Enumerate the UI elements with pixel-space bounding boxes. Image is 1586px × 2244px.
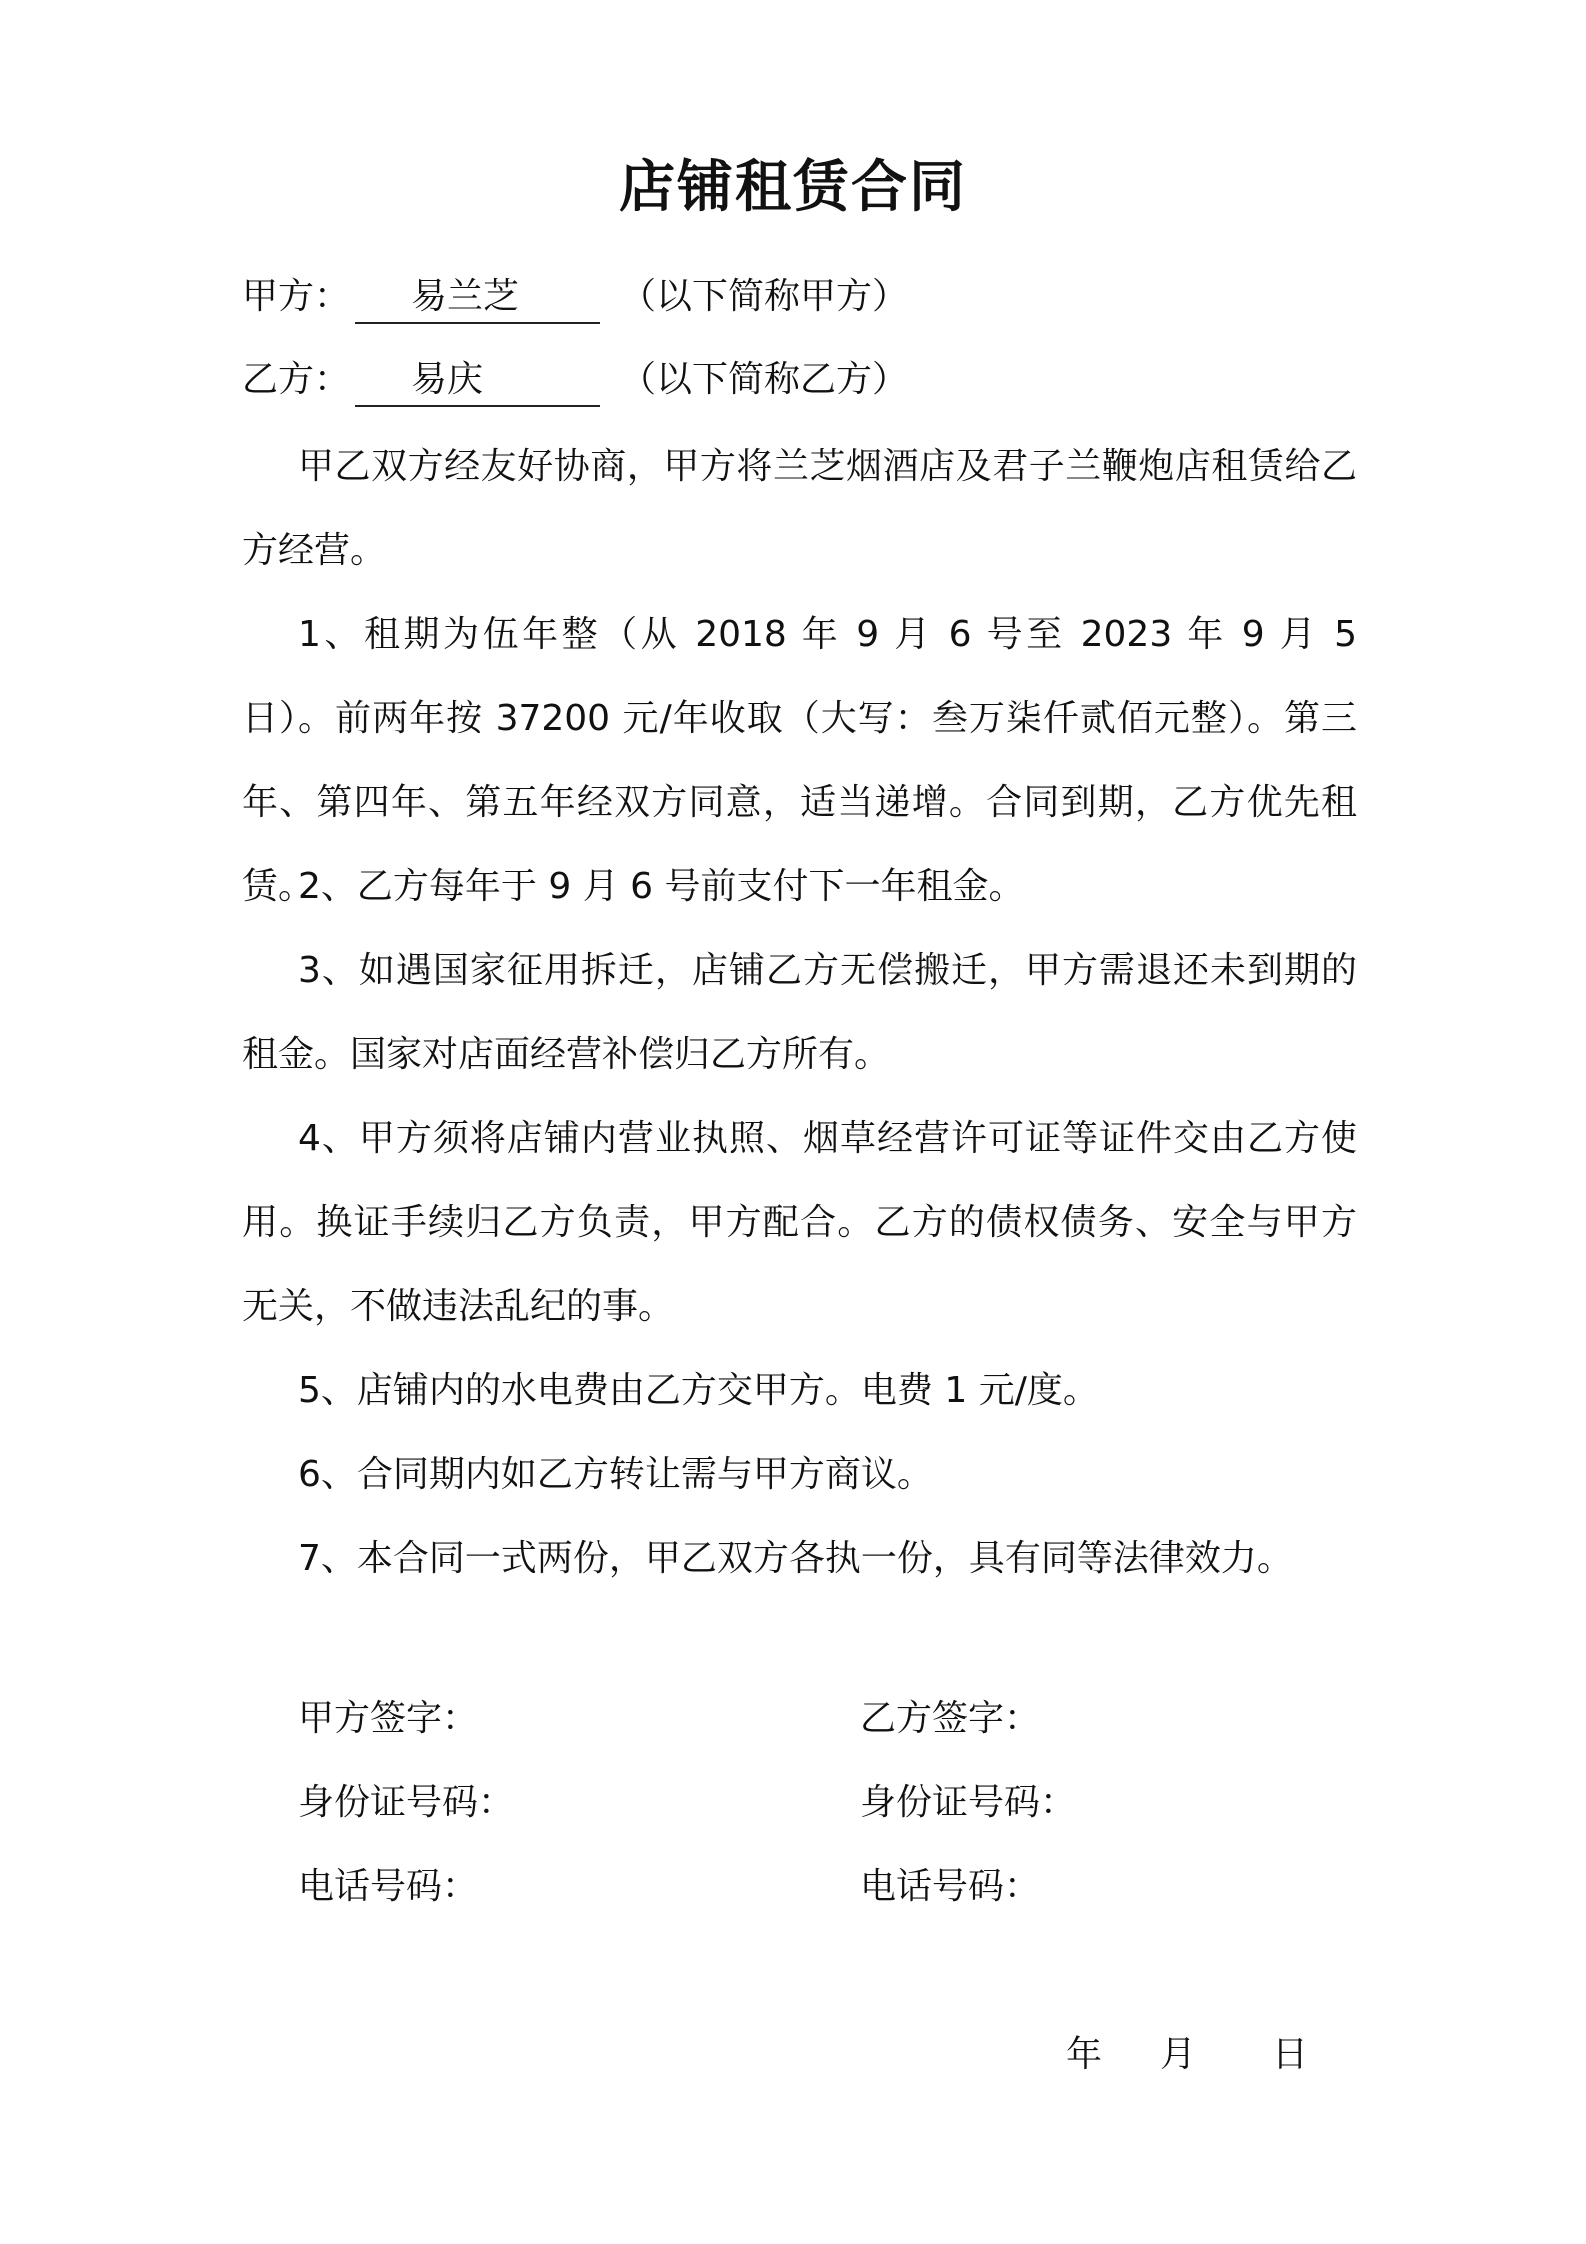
party-a-id-label: 身份证号码： bbox=[298, 1782, 515, 1823]
clause-4: 4、甲方须将店铺内营业执照、烟草经营许可证等证件交由乙方使用。换证手续归乙方负责，甲方配合。乙方的债权债务、安全与甲方无关，不做违法乱纪的事。 bbox=[242, 1118, 1357, 1327]
clause-7: 7、本合同一式两份，甲乙双方各执一份，具有同等法律效力。 bbox=[298, 1538, 1293, 1579]
party-b-phone-label: 电话号码： bbox=[860, 1866, 1041, 1907]
party-a-signature-label: 甲方签字： bbox=[298, 1698, 479, 1739]
party-a-note: （以下简称甲方） bbox=[620, 276, 909, 317]
party-b-label: 乙方： bbox=[242, 359, 351, 400]
party-b-line bbox=[242, 355, 908, 407]
date-year: 年 bbox=[1066, 2034, 1103, 2075]
party-a-line bbox=[242, 272, 908, 324]
party-b-note: （以下简称乙方） bbox=[620, 359, 909, 400]
date-month: 月 bbox=[1160, 2034, 1197, 2075]
party-b-id-label: 身份证号码： bbox=[860, 1782, 1077, 1823]
intro-paragraph: 甲乙双方经友好协商，甲方将兰芝烟酒店及君子兰鞭炮店租赁给乙方经营。 bbox=[242, 446, 1357, 571]
party-a-phone-label: 电话号码： bbox=[298, 1866, 479, 1907]
document-title: 店铺租赁合同 bbox=[619, 155, 967, 220]
clause-3: 3、如遇国家征用拆迁，店铺乙方无偿搬迁，甲方需退还未到期的租金。国家对店面经营补偿归乙方所有。 bbox=[242, 950, 1357, 1075]
party-b-name: 易庆 bbox=[355, 355, 600, 407]
clause-6: 6、合同期内如乙方转让需与甲方商议。 bbox=[298, 1454, 933, 1495]
clause-5: 5、店铺内的水电费由乙方交甲方。电费 1 元/度。 bbox=[298, 1370, 1099, 1411]
party-b-signature-label: 乙方签字： bbox=[860, 1698, 1041, 1739]
party-a-label: 甲方： bbox=[242, 276, 351, 317]
date-day: 日 bbox=[1272, 2034, 1309, 2075]
clause-2: 2、乙方每年于 9 月 6 号前支付下一年租金。 bbox=[298, 866, 1025, 907]
clause-1: 1、租期为伍年整（从 2018 年 9 月 6 号至 2023 年 9 月 5 日）。前两年按 37200 元/年收取（大写：叁万柒仟贰佰元整）。第三年、第四年、第五年经双方同意，适当递增。合同到期，乙方优先租赁。 bbox=[242, 614, 1357, 907]
party-a-name: 易兰芝 bbox=[355, 272, 600, 324]
